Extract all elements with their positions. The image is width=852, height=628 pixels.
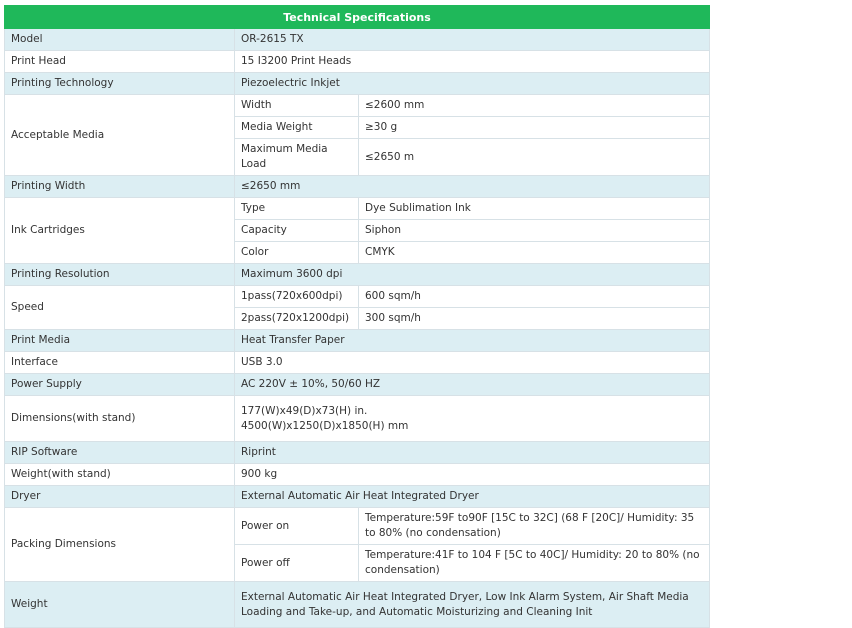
row-label: RIP Software — [5, 442, 235, 464]
sub-value: Dye Sublimation Ink — [359, 198, 710, 220]
sub-value: Siphon — [359, 220, 710, 242]
table-row — [5, 29, 710, 51]
row-label: Ink Cartridges — [5, 198, 235, 264]
row-label: Weight(with stand) — [5, 464, 235, 486]
row-label: Acceptable Media — [5, 95, 235, 176]
sub-label: 1pass(720x600dpi) — [235, 286, 359, 308]
sub-label: Media Weight — [235, 117, 359, 139]
row-label: Print Media — [5, 330, 235, 352]
row-value: Piezoelectric Inkjet — [235, 73, 710, 95]
sub-value: 300 sqm/h — [359, 308, 710, 330]
table-row — [5, 374, 710, 396]
sub-label: Power off — [235, 545, 359, 582]
table-row — [5, 582, 710, 628]
table-row — [5, 442, 710, 464]
sub-value: Temperature:41F to 104 F [5C to 40C]/ Humidity: 20 to 80% (no condensation) — [359, 545, 710, 582]
sub-label: Capacity — [235, 220, 359, 242]
spec-table-container — [4, 5, 709, 628]
row-label: Dimensions(with stand) — [5, 396, 235, 442]
table-row — [5, 95, 710, 117]
row-label: Weight — [5, 582, 235, 628]
row-value: AC 220V ± 10%, 50/60 HZ — [235, 374, 710, 396]
row-value — [235, 396, 710, 442]
table-row — [5, 176, 710, 198]
table-row — [5, 508, 710, 545]
row-value: Heat Transfer Paper — [235, 330, 710, 352]
row-label: Printing Resolution — [5, 264, 235, 286]
table-row — [5, 51, 710, 73]
row-value: 15 I3200 Print Heads — [235, 51, 710, 73]
row-label: Model — [5, 29, 235, 51]
sub-label: Type — [235, 198, 359, 220]
table-row — [5, 286, 710, 308]
spec-table — [4, 5, 710, 628]
table-row — [5, 264, 710, 286]
sub-label: Color — [235, 242, 359, 264]
dimensions-inches: 177(W)x49(D)x73(H) in. — [241, 404, 368, 417]
sub-value: CMYK — [359, 242, 710, 264]
row-label: Dryer — [5, 486, 235, 508]
table-row — [5, 464, 710, 486]
row-value: OR-2615 TX — [235, 29, 710, 51]
row-label: Printing Technology — [5, 73, 235, 95]
row-label: Power Supply — [5, 374, 235, 396]
table-header-row — [5, 6, 710, 29]
row-value: USB 3.0 — [235, 352, 710, 374]
sub-value: Temperature:59F to90F [15C to 32C] (68 F [20C]/ Humidity: 35 to 80% (no condensation) — [359, 508, 710, 545]
sub-value: ≤2650 m — [359, 139, 710, 176]
table-title: Technical Specifications — [5, 6, 710, 29]
sub-value: ≥30 g — [359, 117, 710, 139]
row-value: External Automatic Air Heat Integrated Dryer, Low Ink Alarm System, Air Shaft Media Loading and Take-up, and Automatic Moisturizing and Cleaning Init — [235, 582, 710, 628]
sub-value: 600 sqm/h — [359, 286, 710, 308]
sub-label: 2pass(720x1200dpi) — [235, 308, 359, 330]
table-row — [5, 330, 710, 352]
row-value: Riprint — [235, 442, 710, 464]
row-label: Packing Dimensions — [5, 508, 235, 582]
sub-label: Width — [235, 95, 359, 117]
row-value: Maximum 3600 dpi — [235, 264, 710, 286]
sub-label: Maximum Media Load — [235, 139, 359, 176]
table-row — [5, 352, 710, 374]
row-value: External Automatic Air Heat Integrated Dryer — [235, 486, 710, 508]
row-label: Printing Width — [5, 176, 235, 198]
table-row — [5, 73, 710, 95]
table-row — [5, 198, 710, 220]
row-label: Interface — [5, 352, 235, 374]
sub-value: ≤2600 mm — [359, 95, 710, 117]
row-label: Print Head — [5, 51, 235, 73]
row-label: Speed — [5, 286, 235, 330]
table-row — [5, 486, 710, 508]
row-value: ≤2650 mm — [235, 176, 710, 198]
table-row — [5, 396, 710, 442]
dimensions-mm: 4500(W)x1250(D)x1850(H) mm — [241, 419, 409, 432]
sub-label: Power on — [235, 508, 359, 545]
row-value: 900 kg — [235, 464, 710, 486]
